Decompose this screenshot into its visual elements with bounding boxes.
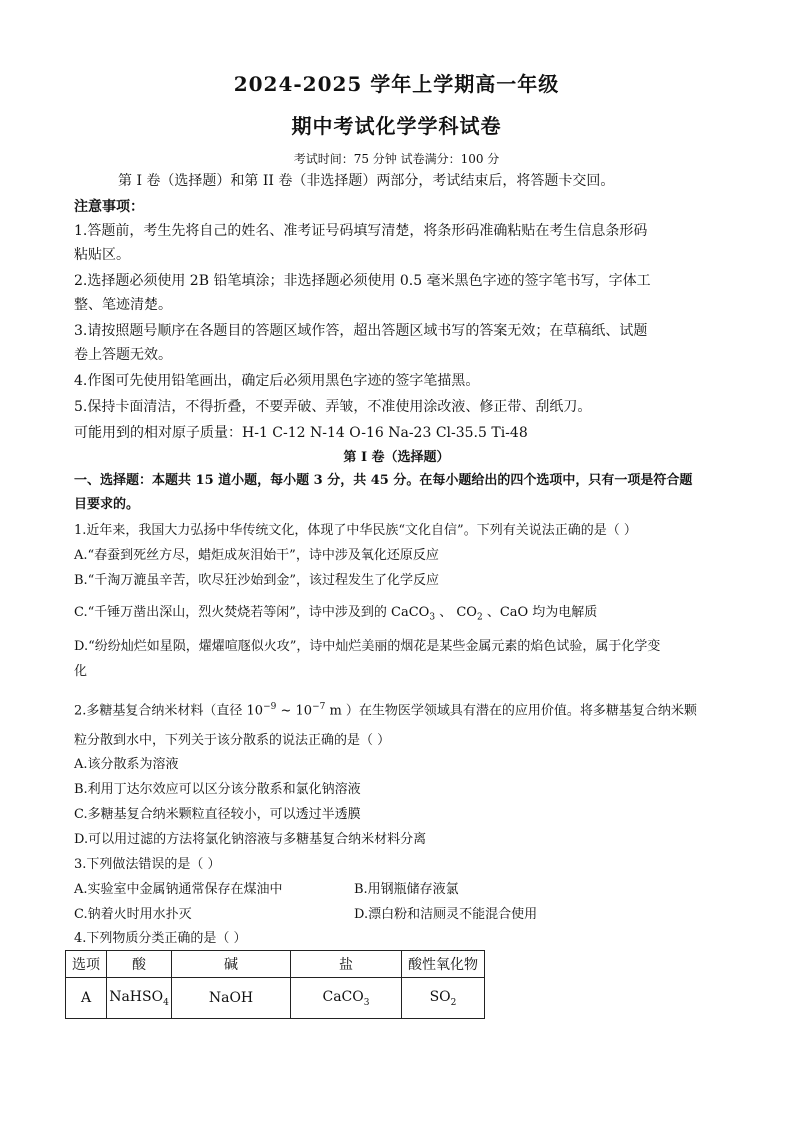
row-a-option: A <box>66 978 107 1019</box>
q1-option-c-text: C.“千锤万凿出深山，烈火焚烧若等闲”，诗中涉及到的 CaCO <box>74 605 430 620</box>
q3-option-b: B.用钢瓶储存液氯 <box>354 882 459 897</box>
q3-stem: 3.下列做法错误的是（ ） <box>74 857 221 872</box>
exam-title-subject: 期中考试化学学科试卷 <box>291 114 502 138</box>
row-a-oxide-subscript: 2 <box>450 997 457 1008</box>
table-header-row <box>66 951 485 978</box>
row-a-salt-formula: CaCO <box>322 988 364 1005</box>
q2-exponent-1: −9 <box>263 702 277 712</box>
note-2-line-1: 2.选择题必须使用 2B 铅笔填涂；非选择题必须使用 0.5 毫米黑色字迹的签字笔书写，字体工 <box>74 273 651 289</box>
table-header-acid: 酸 <box>107 951 172 978</box>
note-1-line-1: 1.答题前，考生先将自己的姓名、准考证号码填写清楚，将条形码准确粘贴在考生信息条形码 <box>74 223 648 239</box>
q3-option-c: C.钠着火时用水扑灭 <box>74 907 192 922</box>
q1-option-c-sub3: 3 <box>429 612 436 623</box>
q1-option-a: A.“春蚕到死丝方尽，蜡炬成灰泪始干”，诗中涉及氧化还原反应 <box>74 548 439 563</box>
q1-option-c-sep: 、 CO <box>435 605 477 620</box>
q1-option-c <box>74 604 597 627</box>
note-2-line-2: 整、笔迹清楚。 <box>74 297 172 313</box>
q2-option-d: D.可以用过滤的方法将氯化钠溶液与多糖基复合纳米材料分离 <box>74 832 427 847</box>
q1-option-c-sub2: 2 <box>476 612 483 623</box>
q2-stem-tail: m ）在生物医学领域具有潜在的应用价值。将多糖基复合纳米颗 <box>325 703 697 719</box>
note-1-line-2: 粘贴区。 <box>74 247 130 263</box>
note-3-line-1: 3.请按照题号顺序在各题目的答题区域作答，超出答题区域书写的答案无效；在草稿纸、试题 <box>74 323 648 339</box>
q3-option-a: A.实验室中金属钠通常保存在煤油中 <box>74 882 283 897</box>
section-1-instructions-line-1: 一、选择题：本题共 15 道小题，每小题 3 分，共 45 分。在每小题给出的四个选项中，只有一项是符合题 <box>74 473 693 488</box>
q1-option-d-line-2: 化 <box>74 664 88 679</box>
table-row <box>66 978 485 1019</box>
note-5: 5.保持卡面清洁，不得折叠，不要弄破、弄皱，不准使用涂改液、修正带、刮纸刀。 <box>74 399 592 415</box>
q2-option-b: B.利用丁达尔效应可以区分该分散系和氯化钠溶液 <box>74 782 361 797</box>
exam-title-year: 2024-2025 学年上学期高一年级 <box>233 72 560 96</box>
row-a-acidic-oxide <box>402 978 485 1019</box>
table-header-option: 选项 <box>66 951 107 978</box>
row-a-salt-subscript: 3 <box>363 997 370 1008</box>
q2-option-c: C.多糖基复合纳米颗粒直径较小，可以透过半透膜 <box>74 807 361 822</box>
q2-exponent-2: −7 <box>312 702 326 712</box>
q2-option-a: A.该分散系为溶液 <box>74 757 179 772</box>
q1-option-b: B.“千淘万漉虽辛苦，吹尽狂沙始到金”，该过程发生了化学反应 <box>74 573 439 588</box>
q1-stem: 1.近年来，我国大力弘扬中华传统文化，体现了中华民族“文化自信”。下列有关说法正确的是（ ） <box>74 523 637 538</box>
row-a-acid-subscript: 4 <box>163 997 169 1008</box>
q4-classification-table <box>65 950 485 1019</box>
q2-stem-range: ~ 10 <box>276 703 313 719</box>
row-a-oxide-formula: SO <box>429 988 451 1005</box>
q2-stem-line-2: 粒分散到水中，下列关于该分散系的说法正确的是（ ） <box>74 733 391 748</box>
row-a-base: NaOH <box>172 978 291 1019</box>
exam-info: 考试时间：75 分钟 试卷满分：100 分 <box>293 152 500 166</box>
note-3-line-2: 卷上答题无效。 <box>74 347 172 363</box>
row-a-salt <box>291 978 402 1019</box>
q3-option-d: D.漂白粉和洁厕灵不能混合使用 <box>354 907 538 922</box>
q2-stem-text: 2.多糖基复合纳米材料（直径 10 <box>74 703 264 719</box>
section-1-heading: 第 I 卷（选择题） <box>343 450 450 465</box>
q1-option-d-line-1: D.“纷纷灿烂如星陨，燿燿喧豗似火攻”，诗中灿烂美丽的烟花是某些金属元素的焰色试验，属于化学变 <box>74 639 661 654</box>
q2-stem-line-1 <box>74 698 697 720</box>
q4-stem: 4.下列物质分类正确的是（ ） <box>74 931 247 946</box>
row-a-acid-formula: NaHSO <box>109 988 164 1005</box>
table-header-acidic-oxide: 酸性氧化物 <box>402 951 485 978</box>
notes-heading: 注意事项： <box>74 199 144 215</box>
section-1-instructions-line-2: 目要求的。 <box>74 497 140 512</box>
atomic-mass-list: 可能用到的相对原子质量：H-1 C-12 N-14 O-16 Na-23 Cl-35.5 Ti-48 <box>74 425 528 441</box>
q1-option-c-tail: 、CaO 均为电解质 <box>482 605 598 620</box>
note-4: 4.作图可先使用铅笔画出，确定后必须用黑色字迹的签字笔描黑。 <box>74 373 480 389</box>
row-a-acid <box>107 978 172 1019</box>
exam-intro: 第 I 卷（选择题）和第 II 卷（非选择题）两部分，考试结束后，将答题卡交回。 <box>118 173 615 189</box>
table-header-base: 碱 <box>172 951 291 978</box>
table-header-salt: 盐 <box>291 951 402 978</box>
